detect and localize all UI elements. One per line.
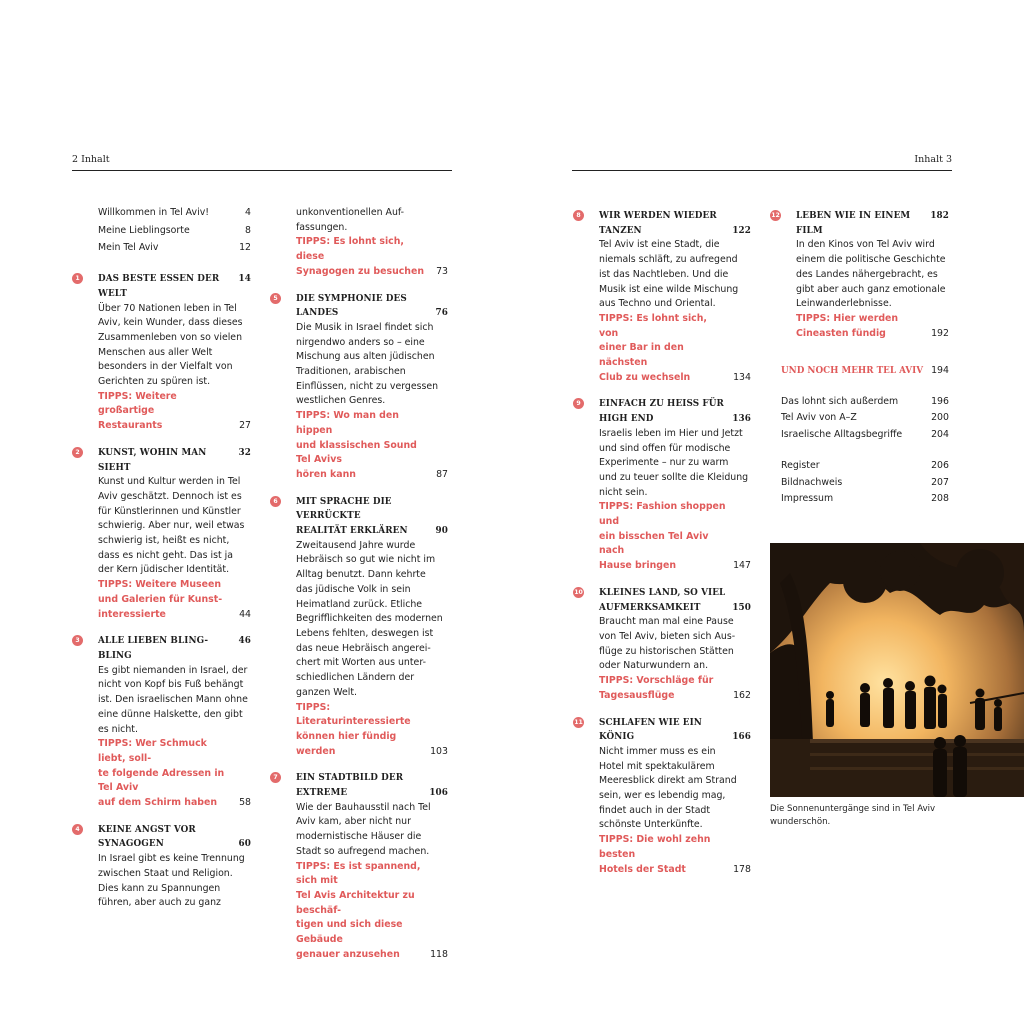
section-title-line1 (98, 272, 251, 301)
section-title[interactable] (98, 634, 251, 663)
section-title-line2-text: KÖNIG (599, 732, 635, 743)
tips-page: 118 (430, 948, 448, 960)
section-title-line2-text: HIGH END (599, 414, 654, 425)
section-description: Nicht immer muss es ein Hotel mit spektakulärem Meeresblick direkt am Strand sein, wer es lebendig mag, findet auch in der Stadt schönste Unterkünfte. (599, 745, 737, 831)
tips-link[interactable]: TIPPS: Wo man den hippen und klassischen Sound Tel Avivs hören kann (296, 410, 417, 480)
section-title[interactable] (599, 586, 751, 615)
extra-page: 208 (931, 493, 949, 505)
section-page: 14 (238, 274, 251, 285)
tips-row[interactable] (296, 235, 448, 279)
section-title-line2 (599, 224, 751, 239)
section-description: Über 70 Nationen leben in Tel Aviv, kein Wunder, dass dieses Zusammenleben von so vielen Menschen aus aller Welt besonders in der Vielfalt von Gerichten zu spüren ist. (98, 302, 243, 388)
intro-row[interactable] (98, 241, 251, 256)
tips-page: 147 (733, 560, 751, 572)
tips-link[interactable]: TIPPS: Wer Schmuck liebt, soll- te folgende Adressen in Tel Aviv auf dem Schirm haben (98, 738, 225, 809)
section-description: Die Musik in Israel findet sich nirgendwo anders so – eine Mischung aus alten jüdischen Traditionen, arabischen Einflüssen, nicht zu vergessen westlichen Genres. (296, 321, 439, 407)
intro-page: 8 (245, 224, 251, 236)
section-title-text: KUNST, WOHIN MAN SIEHT (98, 447, 207, 473)
intro-page: 4 (245, 207, 251, 218)
chapter-number-badge: 10 (574, 588, 583, 596)
chapter-number-badge: 4 (72, 824, 83, 835)
section-title-line2-text: REALITÄT ERKLÄREN (296, 526, 408, 537)
tips-link[interactable]: TIPPS: Literaturinteressierte können hier fündig werden (296, 701, 411, 757)
tips-row[interactable] (98, 390, 251, 434)
chapter-number-badge: 1 (72, 273, 83, 284)
toc-column-2 (273, 206, 448, 974)
intro-list (98, 206, 251, 256)
section-description: Israelis leben im Hier und Jetzt und sind offen für modische Experimente – nur zu warm und zu teuer sollte die Kleidung nicht sein. (599, 427, 749, 498)
chapter-number-badge: 2 (72, 447, 83, 458)
tips-page: 134 (733, 371, 751, 383)
section-title[interactable] (98, 823, 251, 852)
section-page: 122 (732, 225, 751, 236)
section-title[interactable] (296, 495, 448, 539)
chapter-number-badge: 5 (270, 293, 281, 304)
section-title-line1: WIR WERDEN WIEDER (599, 211, 717, 221)
chapter-number-badge: 11 (574, 718, 583, 726)
intro-label: Mein Tel Aviv (98, 242, 159, 254)
extra-label: Tel Aviv von A–Z (781, 412, 857, 424)
section-description: Kunst und Kultur werden in Tel Aviv geschätzt. Dennoch ist es für Künstlerinnen und Künstler schwierig. Aber nur, weil etwas schwierig ist, heißt es nicht, dass es nicht geht. Das ist ja der Kern jüdischer Identität. (98, 476, 245, 576)
tips-row[interactable] (98, 737, 251, 811)
section-title-line1 (98, 634, 251, 663)
toc-column-1 (75, 206, 251, 923)
section-page: 90 (435, 526, 448, 537)
toc-section (273, 292, 448, 483)
section-page: 136 (732, 414, 751, 425)
toc-section (576, 209, 751, 385)
tips-row[interactable] (296, 409, 448, 483)
extra-row[interactable] (781, 476, 949, 491)
section-title[interactable] (98, 272, 251, 301)
extra-page: 204 (931, 429, 949, 441)
section-title-line2 (599, 730, 751, 745)
section-description: Braucht man mal eine Pause von Tel Aviv, bieten sich Aus- flüge zu historischen Stätten oder Naturwundern an. (599, 616, 736, 672)
right-header-rule (572, 170, 952, 171)
extra-page: 207 (931, 476, 949, 488)
section-title-text: LEBEN WIE IN EINEM FILM (796, 211, 911, 236)
section-page: 60 (238, 839, 251, 850)
section-title-line2 (599, 601, 751, 616)
chapter-number-badge: 12 (771, 212, 780, 219)
section-page: 106 (429, 788, 448, 799)
section-title[interactable] (296, 292, 448, 321)
section-page: 150 (732, 602, 751, 613)
toc-section (574, 716, 751, 878)
extra-label: Register (781, 459, 820, 471)
intro-row[interactable] (98, 224, 251, 239)
tips-link[interactable]: TIPPS: Es ist spannend, sich mit Tel Avis Architektur zu beschäf- tigen und sich diese Gebäude genauer anzusehen (296, 860, 421, 960)
tips-page: 178 (733, 863, 751, 875)
tips-link[interactable]: TIPPS: Weitere großartige Restaurants (98, 390, 177, 432)
tips-page: 192 (931, 327, 949, 339)
tips-row[interactable] (296, 701, 448, 760)
intro-label: Meine Lieblingsorte (98, 224, 190, 236)
tips-row[interactable] (296, 860, 448, 963)
left-header-rule (72, 170, 452, 171)
chapter-number-badge: 9 (573, 398, 584, 409)
tips-link[interactable]: TIPPS: Weitere Museen und Galerien für Kunst- interessierte (98, 579, 223, 620)
section-page: 76 (435, 308, 448, 319)
extra-title-page: 194 (931, 365, 949, 376)
section-title[interactable] (599, 397, 751, 426)
toc-section (75, 446, 251, 622)
section-title[interactable] (98, 446, 251, 475)
section-title-line1: EIN STADTBILD DER (296, 773, 404, 784)
tips-link[interactable]: TIPPS: Fashion shoppen und ein bisschen Tel Aviv nach Hause bringen (599, 501, 726, 572)
section-title-line2 (296, 524, 448, 539)
section-title-line2 (296, 786, 448, 801)
tips-page: 58 (239, 797, 251, 809)
intro-row[interactable] (98, 206, 251, 221)
tips-link[interactable]: TIPPS: Vorschläge für Tagesausflüge (599, 675, 714, 701)
section-title-line2-text: TANZEN (599, 225, 642, 236)
tips-page: 73 (436, 265, 448, 277)
section-title[interactable] (796, 209, 949, 238)
extra-label: Impressum (781, 493, 834, 505)
section-title-line2-text: SYNAGOGEN (98, 839, 164, 850)
tips-page: 27 (239, 420, 251, 432)
section-title-line1 (796, 209, 949, 238)
section-title-line2-text: AUFMERKSAMKEIT (599, 602, 701, 613)
section-title-line1: KLEINES LAND, SO VIEL (599, 587, 726, 598)
section-title-line1: EINFACH ZU HEISS FÜR (599, 399, 724, 410)
section-title-line2 (599, 412, 751, 427)
tips-page: 162 (733, 689, 751, 701)
tips-page: 44 (239, 608, 251, 620)
chapter-number-badge: 8 (573, 210, 584, 221)
tips-row[interactable] (599, 833, 751, 877)
intro-page: 12 (239, 242, 251, 254)
section-description: In den Kinos von Tel Aviv wird einem die politische Geschichte des Landes nähergebracht, es gibt aber auch ganz emotionale Leinwanderlebnisse. (796, 239, 946, 310)
right-page-header: Inhalt 3 (914, 154, 952, 165)
section-description: Wie der Bauhausstil nach Tel Aviv kam, aber nicht nur modernistische Häuser die Stadt so aufregend machen. (296, 801, 431, 857)
extra-label: Bildnachweis (781, 476, 843, 488)
extra-row[interactable] (781, 395, 949, 410)
section-title[interactable] (599, 209, 751, 238)
extra-page: 196 (931, 395, 949, 407)
extra-row[interactable] (781, 459, 949, 474)
tips-row[interactable] (796, 312, 949, 341)
photo-caption: Die Sonnenuntergänge sind in Tel Aviv wunderschön. (770, 804, 936, 827)
section-title-line2 (296, 306, 448, 321)
chapter-number-badge: 6 (270, 496, 281, 507)
section-page: 166 (732, 732, 751, 743)
sunset-photo (770, 543, 1024, 797)
tips-link[interactable]: TIPPS: Die wohl zehn besten Hotels der Stadt (599, 834, 711, 875)
tips-page: 87 (436, 468, 448, 480)
extra-row[interactable] (781, 411, 949, 426)
section-description: Es gibt niemanden in Israel, der nicht von Kopf bis Fuß behängt ist. Den israelischen Mann ohne eine dünne Halskette, den gibt es nicht. (98, 664, 248, 735)
chapter-number-badge: 3 (72, 635, 83, 646)
extra-label: Das lohnt sich außerdem (781, 395, 899, 407)
toc-section (574, 586, 751, 704)
toc-section (296, 206, 448, 280)
toc-section (75, 272, 251, 434)
section-page: 182 (930, 211, 949, 221)
section-description: Tel Aviv ist eine Stadt, die niemals schläft, zu aufregend ist das Nachtleben. Und die Musik ist eine wilde Mischung aus Techno und Oriental. (599, 239, 739, 310)
section-title-line2-text: EXTREME (296, 788, 348, 799)
tips-page: 103 (430, 745, 448, 757)
tips-link[interactable]: TIPPS: Hier werden Cineasten fündig (796, 312, 899, 339)
extra-list-a (781, 395, 949, 443)
toc-column-4 (771, 209, 949, 353)
section-title-line1 (98, 446, 251, 475)
section-title-line1: KEINE ANGST VOR (98, 824, 196, 835)
toc-section (75, 823, 251, 911)
section-page: 32 (238, 447, 251, 458)
toc-section (75, 634, 251, 810)
tips-row[interactable] (599, 312, 751, 386)
extra-label: Israelische Alltagsbegriffe (781, 429, 903, 441)
section-page: 46 (238, 636, 251, 647)
tips-link[interactable]: TIPPS: Es lohnt sich, von einer Bar in den nächsten Club zu wechseln (599, 312, 707, 383)
toc-section (273, 771, 448, 962)
toc-section (576, 397, 751, 573)
extra-list-b (781, 459, 949, 507)
tips-link[interactable]: TIPPS: Es lohnt sich, diese Synagogen zu besuchen (296, 236, 425, 277)
extra-row[interactable] (781, 428, 949, 443)
extra-page: 200 (931, 412, 949, 424)
section-title-text: DAS BESTE ESSEN DER WELT (98, 274, 220, 299)
extra-page: 206 (931, 459, 949, 471)
section-description: unkonventionellen Auf- fassungen. (296, 207, 405, 233)
chapter-number-badge: 7 (270, 772, 281, 783)
tips-row[interactable] (599, 500, 751, 574)
left-page-header: 2 Inhalt (72, 154, 110, 165)
section-title-line1: DIE SYMPHONIE DES (296, 293, 407, 304)
intro-label: Willkommen in Tel Aviv! (98, 207, 209, 218)
section-title-line2-text: LANDES (296, 308, 339, 319)
section-title[interactable] (296, 771, 448, 800)
toc-column-3 (574, 209, 751, 889)
section-title[interactable] (599, 716, 751, 745)
toc-section (273, 495, 448, 760)
section-description: In Israel gibt es keine Trennung zwischen Staat und Religion. Dies kann zu Spannungen führen, aber auch zu ganz (98, 853, 245, 909)
section-title-line2 (98, 837, 251, 852)
tips-row[interactable] (599, 674, 751, 703)
extra-title: UND NOCH MEHR TEL AVIV (781, 366, 924, 376)
section-title-line1: SCHLAFEN WIE EIN (599, 717, 702, 728)
section-title-text: ALLE LIEBEN BLING-BLING (98, 636, 209, 661)
extra-row[interactable] (781, 492, 949, 507)
extra-block (781, 364, 949, 509)
section-title-line1: MIT SPRACHE DIE VERRÜCKTE (296, 496, 392, 522)
tips-row[interactable] (98, 578, 251, 622)
toc-section (771, 209, 949, 341)
section-description: Zweitausend Jahre wurde Hebräisch so gut wie nicht im Alltag benutzt. Dann kehrte das jüdische Volk in sein Heimatland zurück. Etliche Begrifflichkeiten des modernen Lebens fehlten, deswegen ist das neue Hebräisch angerei- chert mit Worten aus unter- schiedlichen Ländern der ganzen Welt. (296, 539, 443, 698)
